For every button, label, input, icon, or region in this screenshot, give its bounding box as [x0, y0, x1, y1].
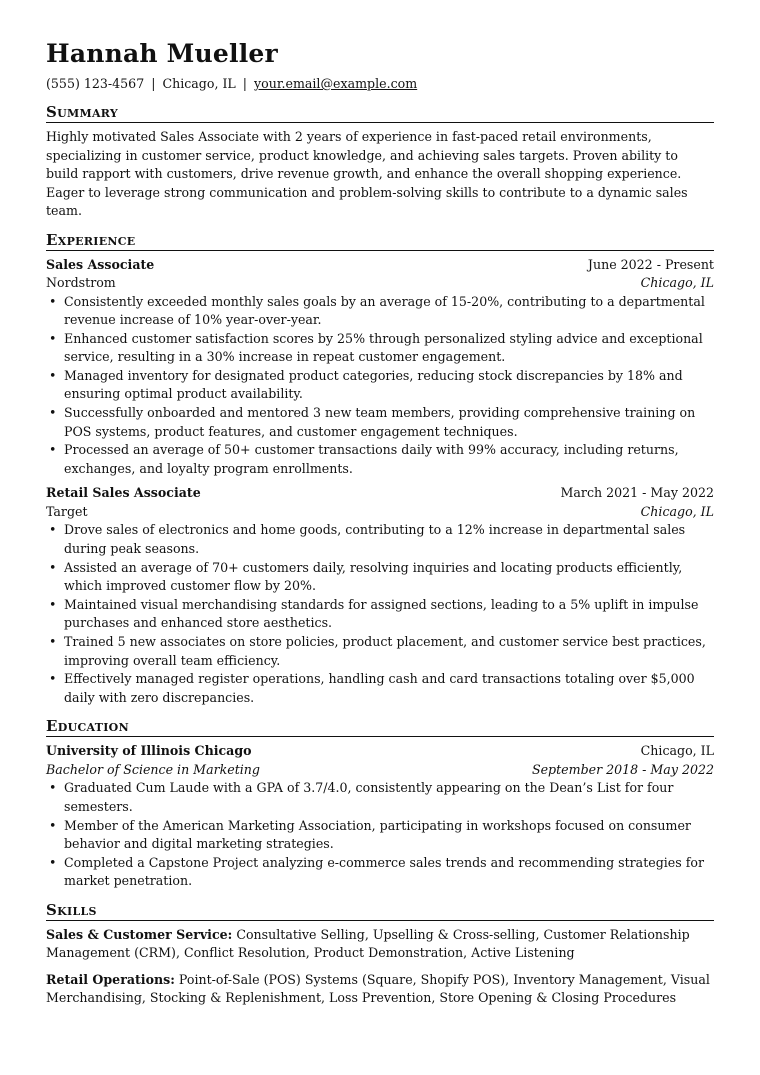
list-item: • Effectively managed register operations, handling cash and card transactions totaling over $5,000 daily with zero discrepancies.	[46, 670, 714, 707]
skills-section	[46, 901, 714, 1008]
job-header	[46, 256, 714, 275]
location-text: Chicago, IL	[162, 76, 236, 91]
section-title-skills: Skills	[46, 901, 714, 921]
education-dates: September 2018 - May 2022	[531, 761, 714, 777]
job-header	[46, 484, 714, 503]
job-company: Nordstrom	[46, 275, 116, 290]
phone-number: (555) 123-4567	[46, 76, 145, 91]
job-role: Sales Associate	[46, 256, 155, 272]
email-link[interactable]: your.email@example.com	[254, 76, 418, 91]
candidate-name: Hannah Mueller	[46, 39, 278, 68]
job-entry	[46, 484, 714, 707]
skill-group-text: Consultative Selling, Upselling & Cross-selling, Customer Relationship Management (CRM), Conflict Resolution, Product Demonstration, Active Listening	[46, 926, 690, 961]
job-dates: March 2021 - May 2022	[560, 485, 714, 501]
skill-group-label: Sales & Customer Service:	[46, 926, 233, 942]
separator: |	[242, 76, 248, 91]
job-bullets	[46, 521, 714, 707]
list-item: • Assisted an average of 70+ customers daily, resolving inquiries and locating products efficiently, which improved customer flow by 20%.	[46, 559, 714, 596]
education-section	[46, 717, 714, 891]
section-title-experience: Experience	[46, 231, 714, 251]
list-item: • Trained 5 new associates on store policies, product placement, and customer service best practices, improving overall team efficiency.	[46, 633, 714, 670]
list-item: • Graduated Cum Laude with a GPA of 3.7/4.0, consistently appearing on the Dean’s List for four semesters.	[46, 779, 714, 816]
skill-group-text: Point-of-Sale (POS) Systems (Square, Shopify POS), Inventory Management, Visual Merchandising, Stocking & Replenishment, Loss Prevention, Store Opening & Closing Procedures	[46, 971, 710, 1006]
job-company: Target	[46, 503, 88, 519]
job-bullets	[46, 293, 714, 479]
education-subheader	[46, 761, 714, 780]
job-subheader	[46, 503, 714, 522]
skill-group	[46, 971, 714, 1008]
contact-line	[46, 75, 714, 93]
experience-section	[46, 231, 714, 708]
summary-text: Highly motivated Sales Associate with 2 years of experience in fast-paced retail environments, specializing in customer service, product knowledge, and achieving sales targets. Proven ability to build rapport with customers, drive revenue growth, and enhance the overall shopping experience. Eager to leverage strong communication and problem-solving skills to contribute to a dynamic sales team.	[46, 129, 688, 218]
job-location: Chicago, IL	[640, 503, 714, 519]
skill-group	[46, 926, 714, 963]
list-item: • Maintained visual merchandising standards for assigned sections, leading to a 5% uplift in impulse purchases and enhanced store aesthetics.	[46, 596, 714, 633]
list-item: • Drove sales of electronics and home goods, contributing to a 12% increase in departmental sales during peak seasons.	[46, 521, 714, 558]
education-header	[46, 742, 714, 761]
job-location: Chicago, IL	[640, 275, 714, 290]
school-name: University of Illinois Chicago	[46, 743, 252, 759]
job-role: Retail Sales Associate	[46, 485, 201, 501]
separator: |	[151, 76, 156, 91]
list-item: • Enhanced customer satisfaction scores by 25% through personalized styling advice and exceptional service, resulting in a 30% increase in repeat customer engagement.	[46, 330, 714, 367]
section-title-summary: Summary	[46, 103, 714, 123]
list-item: • Processed an average of 50+ customer transactions daily with 99% accuracy, including returns, exchanges, and loyalty program enrollments.	[46, 441, 714, 478]
section-title-education: Education	[46, 717, 714, 737]
list-item: • Member of the American Marketing Association, participating in workshops focused on consumer behavior and digital marketing strategies.	[46, 817, 714, 854]
skill-group-label: Retail Operations:	[46, 971, 175, 987]
education-bullets	[46, 779, 714, 891]
job-subheader	[46, 274, 714, 293]
list-item: • Consistently exceeded monthly sales goals by an average of 15-20%, contributing to a departmental revenue increase of 10% year-over-year.	[46, 293, 714, 330]
list-item: • Successfully onboarded and mentored 3 new team members, providing comprehensive training on POS systems, product features, and customer engagement techniques.	[46, 404, 714, 441]
list-item: • Completed a Capstone Project analyzing e-commerce sales trends and recommending strategies for market penetration.	[46, 854, 714, 891]
summary-section	[46, 103, 714, 221]
list-item: • Managed inventory for designated product categories, reducing stock discrepancies by 18% and ensuring optimal product availability.	[46, 367, 714, 404]
school-location: Chicago, IL	[640, 743, 714, 759]
job-entry	[46, 256, 714, 479]
degree-name: Bachelor of Science in Marketing	[46, 761, 260, 777]
job-dates: June 2022 - Present	[587, 256, 714, 272]
